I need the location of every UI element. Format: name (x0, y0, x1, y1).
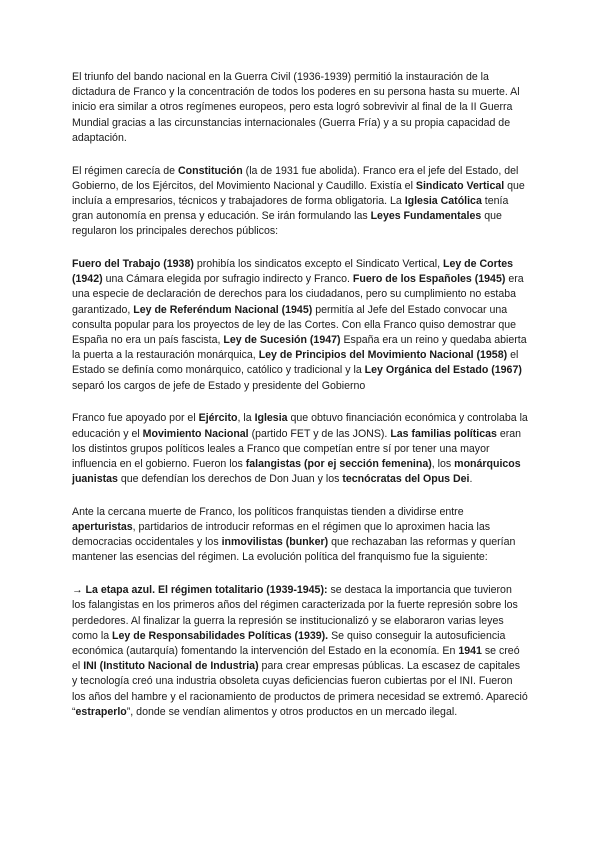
text-run: Ante la cercana muerte de Franco, los políticos franquistas tienden a dividirse entre (72, 505, 464, 518)
paragraph-regime-structure (72, 164, 528, 240)
text-run: que obtuvo financiación económica y controlaba la educación y el (72, 412, 528, 440)
text-run: prohibía los sindicatos excepto el Sindicato Vertical, (193, 258, 443, 271)
bold-term: tecnócratas del Opus Dei (342, 473, 470, 486)
bold-term: Constitución (178, 164, 243, 177)
bold-term: Iglesia (254, 412, 288, 425)
text-run: eran los distintos grupos políticos leales a Franco que competían entre sí por tener una mayor influencia en el gobierno. Fueron los (72, 427, 522, 470)
bold-term: Sindicato Vertical (415, 179, 505, 192)
bold-term: Ley de Principios del Movimiento Nacional (1958) (258, 349, 508, 362)
text-run: separó los cargos de jefe de Estado y presidente del Gobierno (72, 379, 366, 392)
bold-term: INI (Instituto Nacional de Industria) (83, 660, 259, 673)
text-run: para crear empresas públicas. La escasez de capitales y tecnología creó una industria obsoleta cuyas deficiencias fueron cubiertas por el INI. Fueron los años del hambre y el racionamiento de productos de primera necesidad se extremó. Apareció “ (72, 660, 528, 718)
bold-term: aperturistas (72, 521, 133, 534)
bold-term: Ley de Sucesión (1947) (223, 334, 341, 347)
text-run: una Cámara elegida por sufragio indirecto y Franco. (102, 273, 353, 286)
bold-term: 1941 (458, 645, 482, 657)
bold-term: inmovilistas (bunker) (221, 536, 329, 549)
bold-term: Ley de Cortes (1942) (72, 258, 514, 286)
bold-term: Leyes Fundamentales (370, 210, 482, 223)
text-run: , los (431, 457, 455, 470)
text-run: El triunfo del bando nacional en la Guerra Civil (1936-1939) permitió la instauración de la dictadura de Franco y la concentración de todos los poderes en su persona hasta su muerte. Al inicio era similar a otros regímenes europeos, pero esta logró sobrevivir al final de la II Guerra Mundial gracias a las circunstancias internacionales (Guerra Fría) y a su propia capacidad de adaptación. (72, 71, 520, 144)
text-run: que incluía a empresarios, técnicos y trabajadores de forma obligatoria. La (72, 179, 525, 207)
text-run: ”, donde se vendían alimentos y otros productos en un mercado ilegal. (126, 705, 458, 718)
text-run: el Estado se definía como monárquico, católico y tradicional y la (72, 349, 519, 377)
text-run: , partidarios de introducir reformas en el régimen que lo aproximen hacia las democracias occidentales y los (72, 521, 491, 549)
bold-term: Ley de Responsabilidades Políticas (1939). (112, 629, 329, 642)
paragraph-support-families (72, 411, 528, 487)
text-run: , la (237, 412, 255, 425)
text-run: que regularon los principales derechos públicos: (72, 210, 502, 238)
bold-term: Movimiento Nacional (142, 427, 249, 440)
paragraph-etapa-azul (72, 583, 528, 720)
bold-term: monárquicos juanistas (72, 457, 521, 486)
text-run: era una especie de declaración de derechos para los ciudadanos, pero su cumplimiento no estaba garantizado, (72, 273, 524, 316)
text-run: El régimen carecía de (72, 164, 178, 177)
paragraph-fundamental-laws (72, 257, 528, 394)
bold-term: Fuero de los Españoles (1945) (352, 273, 506, 286)
text-run: España era un reino y quedaba abierta la puerta a la restauración monárquica, (72, 334, 527, 362)
bold-term: Fuero del Trabajo (1938) (72, 258, 194, 271)
text-run: que defendían los derechos de Don Juan y los (117, 473, 343, 486)
text-run: . (469, 473, 473, 486)
bold-term: Ley de Referéndum Nacional (1945) (133, 303, 313, 316)
text-run: Se quiso conseguir la autosuficiencia económica (autarquía) fomentando la intervención del Estado en la economía. En (72, 629, 506, 657)
text-run: permitía al Jefe del Estado convocar una consulta popular para los proyectos de ley de las Cortes. Con ella Franco quiso demostrar que España no era un país fascista, (72, 303, 517, 347)
bold-term: Ley Orgánica del Estado (1967) (364, 364, 522, 377)
text-run: se destaca la importancia que tuvieron los falangistas en los primeros años del régimen caracterizada por la fuerte represión sobre los perdedores. Al finalizar la guerra la represión se institucionalizó y se elaboraron varias leyes como la (72, 584, 518, 642)
text-run: tenía gran autonomía en prensa y educación. Se irán formulando las (72, 194, 509, 223)
paragraph-intro (72, 70, 528, 146)
text-run: (la de 1931 fue abolida). Franco era el jefe del Estado, del Gobierno, de los Ejércitos, del Movimiento Nacional y Caudillo. Existía el (72, 164, 519, 192)
bold-term: estraperlo (75, 705, 127, 718)
text-run: (partido FET y de las JONS). (248, 427, 391, 440)
text-run: se creó el (72, 645, 520, 673)
bold-term: Iglesia Católica (404, 194, 482, 207)
text-run: que rechazaban las reformas y querían mantener las esencias del régimen. La evolución política del franquismo fue la siguiente: (72, 536, 516, 564)
text-run: Franco fue apoyado por el (72, 412, 199, 425)
bold-term: Las familias políticas (390, 427, 497, 440)
bold-term: Ejército (198, 412, 238, 425)
bold-term: falangistas (por ej sección femenina) (245, 457, 432, 470)
bold-term: → La etapa azul. El régimen totalitario (1939-1945): (72, 584, 328, 597)
paragraph-aperturistas (72, 505, 528, 566)
